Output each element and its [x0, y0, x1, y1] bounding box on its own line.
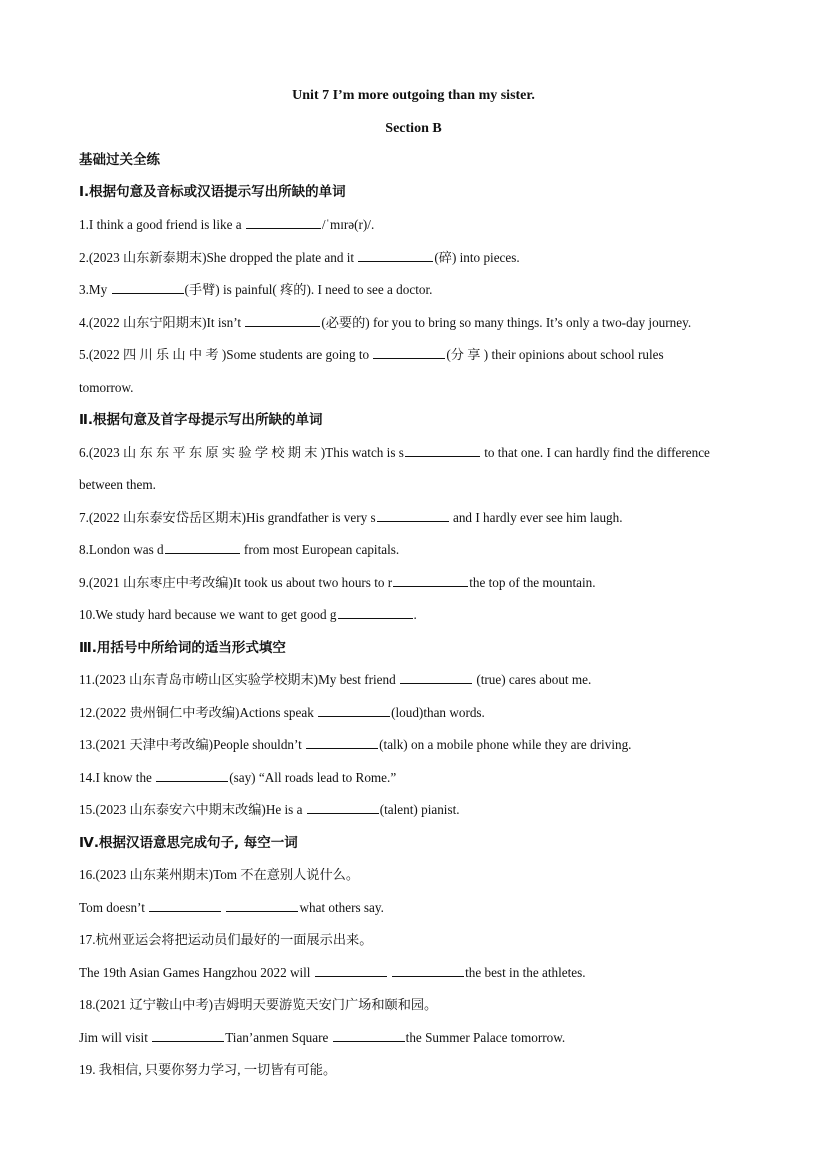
question-11: 11.(2023 山东青岛市崂山区实验学校期末)My best friend (true) cares about me.	[79, 672, 592, 687]
answer-blank[interactable]	[226, 899, 298, 912]
section-heading-4: Ⅳ.根据汉语意思完成句子, 每空一词	[79, 835, 298, 851]
question-3: 3.My (手臂) is painful( 疼的). I need to see a doctor.	[79, 282, 433, 297]
question-14: 14.I know the (say) “All roads lead to Rome.”	[79, 770, 397, 785]
answer-blank[interactable]	[246, 216, 321, 229]
question-4: 4.(2022 山东宁阳期末)It isn’t (必要的) for you to bring so many things. It’s only a two-day journey.	[79, 315, 692, 330]
question-7: 7.(2022 山东泰安岱岳区期末)His grandfather is very s and I hardly ever see him laugh.	[79, 510, 623, 525]
question-16: 16.(2023 山东莱州期末)Tom 不在意别人说什么。	[79, 867, 360, 882]
section-heading-3: Ⅲ.用括号中所给词的适当形式填空	[79, 640, 286, 656]
question-17-answer-line: The 19th Asian Games Hangzhou 2022 will the best in the athletes.	[79, 965, 586, 980]
exercise-heading: 基础过关全练	[79, 152, 160, 168]
section-heading-2: Ⅱ.根据句意及首字母提示写出所缺的单词	[79, 412, 323, 428]
answer-blank[interactable]	[307, 801, 379, 814]
answer-blank[interactable]	[358, 249, 433, 262]
section-heading-1: Ⅰ.根据句意及音标或汉语提示写出所缺的单词	[79, 184, 346, 200]
question-12: 12.(2022 贵州铜仁中考改编)Actions speak (loud)than words.	[79, 705, 485, 720]
question-6-continued: between them.	[79, 477, 156, 492]
answer-blank[interactable]	[306, 736, 378, 749]
question-18-answer-line: Jim will visit Tian’anmen Square the Summer Palace tomorrow.	[79, 1030, 566, 1045]
question-13: 13.(2021 天津中考改编)People shouldn’t (talk) on a mobile phone while they are driving.	[79, 737, 632, 752]
answer-blank[interactable]	[405, 444, 480, 457]
answer-blank[interactable]	[315, 964, 387, 977]
answer-blank[interactable]	[400, 671, 472, 684]
question-15: 15.(2023 山东泰安六中期末改编)He is a (talent) pianist.	[79, 802, 460, 817]
answer-blank[interactable]	[393, 574, 468, 587]
question-6: 6.(2023 山 东 东 平 东 原 实 验 学 校 期 末 )This watch is s to that one. I can hardly find the difference	[79, 445, 710, 460]
question-9: 9.(2021 山东枣庄中考改编)It took us about two hours to r the top of the mountain.	[79, 575, 596, 590]
answer-blank[interactable]	[333, 1029, 405, 1042]
answer-blank[interactable]	[392, 964, 464, 977]
answer-blank[interactable]	[156, 769, 228, 782]
question-10: 10.We study hard because we want to get good g .	[79, 607, 417, 622]
question-18: 18.(2021 辽宁鞍山中考)吉姆明天要游览天安门广场和颐和园。	[79, 997, 438, 1012]
answer-blank[interactable]	[165, 541, 240, 554]
answer-blank[interactable]	[377, 509, 449, 522]
question-1: 1.I think a good friend is like a /ˈmɪrə(r)/.	[79, 217, 375, 232]
question-16-answer-line: Tom doesn’t what others say.	[79, 900, 384, 915]
question-5-continued: tomorrow.	[79, 380, 134, 395]
answer-blank[interactable]	[152, 1029, 224, 1042]
answer-blank[interactable]	[245, 314, 320, 327]
answer-blank[interactable]	[318, 704, 390, 717]
question-5: 5.(2022 四 川 乐 山 中 考 )Some students are going to (分 享 ) their opinions about school rules	[79, 347, 664, 362]
answer-blank[interactable]	[112, 281, 184, 294]
unit-title: Unit 7 I’m more outgoing than my sister.	[292, 88, 535, 103]
answer-blank[interactable]	[149, 899, 221, 912]
question-17: 17.杭州亚运会将把运动员们最好的一面展示出来。	[79, 932, 373, 947]
section-title: Section B	[385, 121, 442, 136]
question-19: 19. 我相信, 只要你努力学习, 一切皆有可能。	[79, 1062, 337, 1077]
answer-blank[interactable]	[338, 606, 413, 619]
question-2: 2.(2023 山东新泰期末)She dropped the plate and it (碎) into pieces.	[79, 250, 520, 265]
question-8: 8.London was d from most European capitals.	[79, 542, 400, 557]
answer-blank[interactable]	[373, 346, 445, 359]
